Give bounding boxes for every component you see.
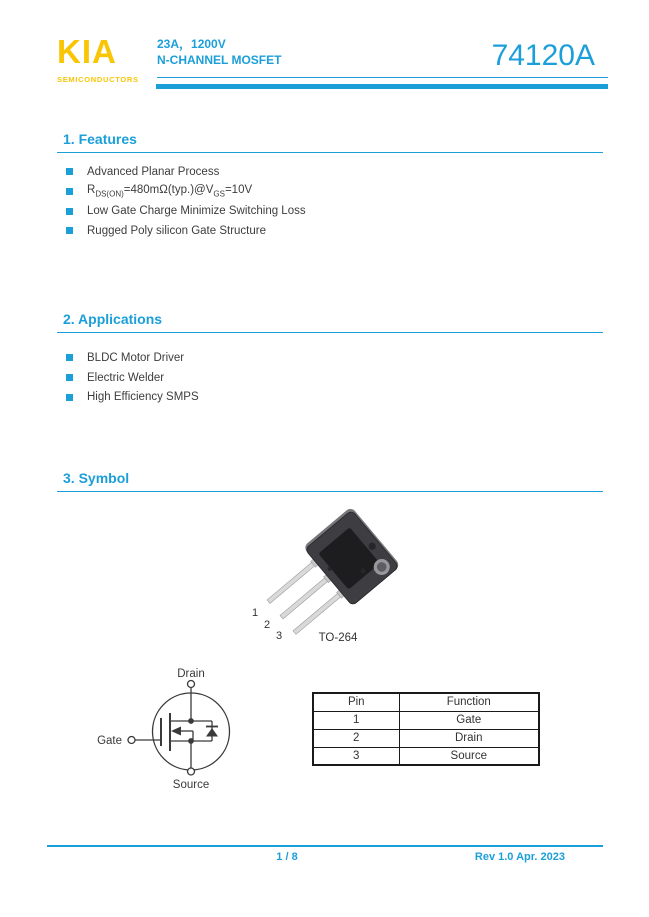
application-item-label: BLDC Motor Driver [87,351,185,364]
body-arrow-icon [171,727,181,736]
feature-item-label: Low Gate Charge Minimize Switching Loss [87,205,306,218]
bullet-square-icon [66,227,73,234]
feature-item-label: Advanced Planar Process [87,165,220,178]
feature-item-label: Rugged Poly silicon Gate Structure [87,224,266,237]
package-lead-3 [293,588,347,634]
application-item [66,368,199,388]
function-cell: Source [399,747,539,765]
bullet-square-icon [66,188,73,195]
application-item-label: High Efficiency SMPS [87,391,199,404]
function-cell: Drain [399,729,539,747]
source-label: Source [172,779,210,791]
feature-item-label: $R_{DS(ON)}=480m\Omega(typ.)@V_{GS}=10V$ [87,184,253,199]
gate-label: Gate [97,735,122,747]
features-section-title: 1. Features [57,131,603,153]
pin-number-2: 2 [263,619,271,631]
device-type: N-CHANNEL MOSFET [157,52,282,67]
table-row [313,747,539,765]
diode-triangle-icon [206,728,218,737]
source-terminal [188,768,195,775]
bullet-square-icon [66,354,73,361]
pin-function-table [312,692,540,766]
features-list [66,162,306,241]
footer-rule [47,845,603,847]
to264-package-figure [225,498,455,650]
revision-label: Rev 1.0 Apr. 2023 [474,851,565,863]
mosfet-symbol [128,681,230,776]
drain-label: Drain [177,668,205,680]
bullet-square-icon [66,208,73,215]
header-rule-thin [157,77,608,78]
package-lead-2 [280,573,334,619]
logo-wordmark: KIA [57,33,117,70]
pin-cell: 1 [313,711,399,729]
page-number: 1 / 8 [276,851,298,863]
table-row [313,711,539,729]
feature-item [66,221,306,241]
part-number: 74120A [491,39,595,72]
pin-number-1: 1 [251,607,259,619]
kia-logo [57,33,139,84]
bullet-square-icon [66,374,73,381]
feature-item [66,162,306,182]
device-rating: 23A，1200V [157,37,226,51]
function-column-header: Function [399,693,539,711]
feature-item [66,201,306,221]
device-description [157,37,281,68]
feature-item [66,182,306,202]
to264-package [256,506,401,645]
function-cell: Gate [399,711,539,729]
application-item [66,387,199,407]
application-item [66,348,199,368]
pin-cell: 3 [313,747,399,765]
table-header-row [313,693,539,711]
logo-subtext: SEMICONDUCTORS [57,75,139,84]
applications-section-title: 2. Applications [57,311,603,333]
pin-cell: 2 [313,729,399,747]
pin-column-header: Pin [313,693,399,711]
mosfet-symbol-figure [95,660,295,795]
drain-terminal [188,681,195,688]
bullet-square-icon [66,394,73,401]
package-lead-1 [267,557,321,603]
application-item-label: Electric Welder [87,371,165,384]
symbol-section-title: 3. Symbol [57,470,603,492]
pin-number-3: 3 [275,630,283,642]
junction-dot [188,718,194,724]
package-name-label: TO-264 [318,632,358,644]
gate-terminal [128,737,135,744]
header-rule-thick [156,84,608,89]
applications-list [66,348,199,407]
table-row [313,729,539,747]
bullet-square-icon [66,168,73,175]
